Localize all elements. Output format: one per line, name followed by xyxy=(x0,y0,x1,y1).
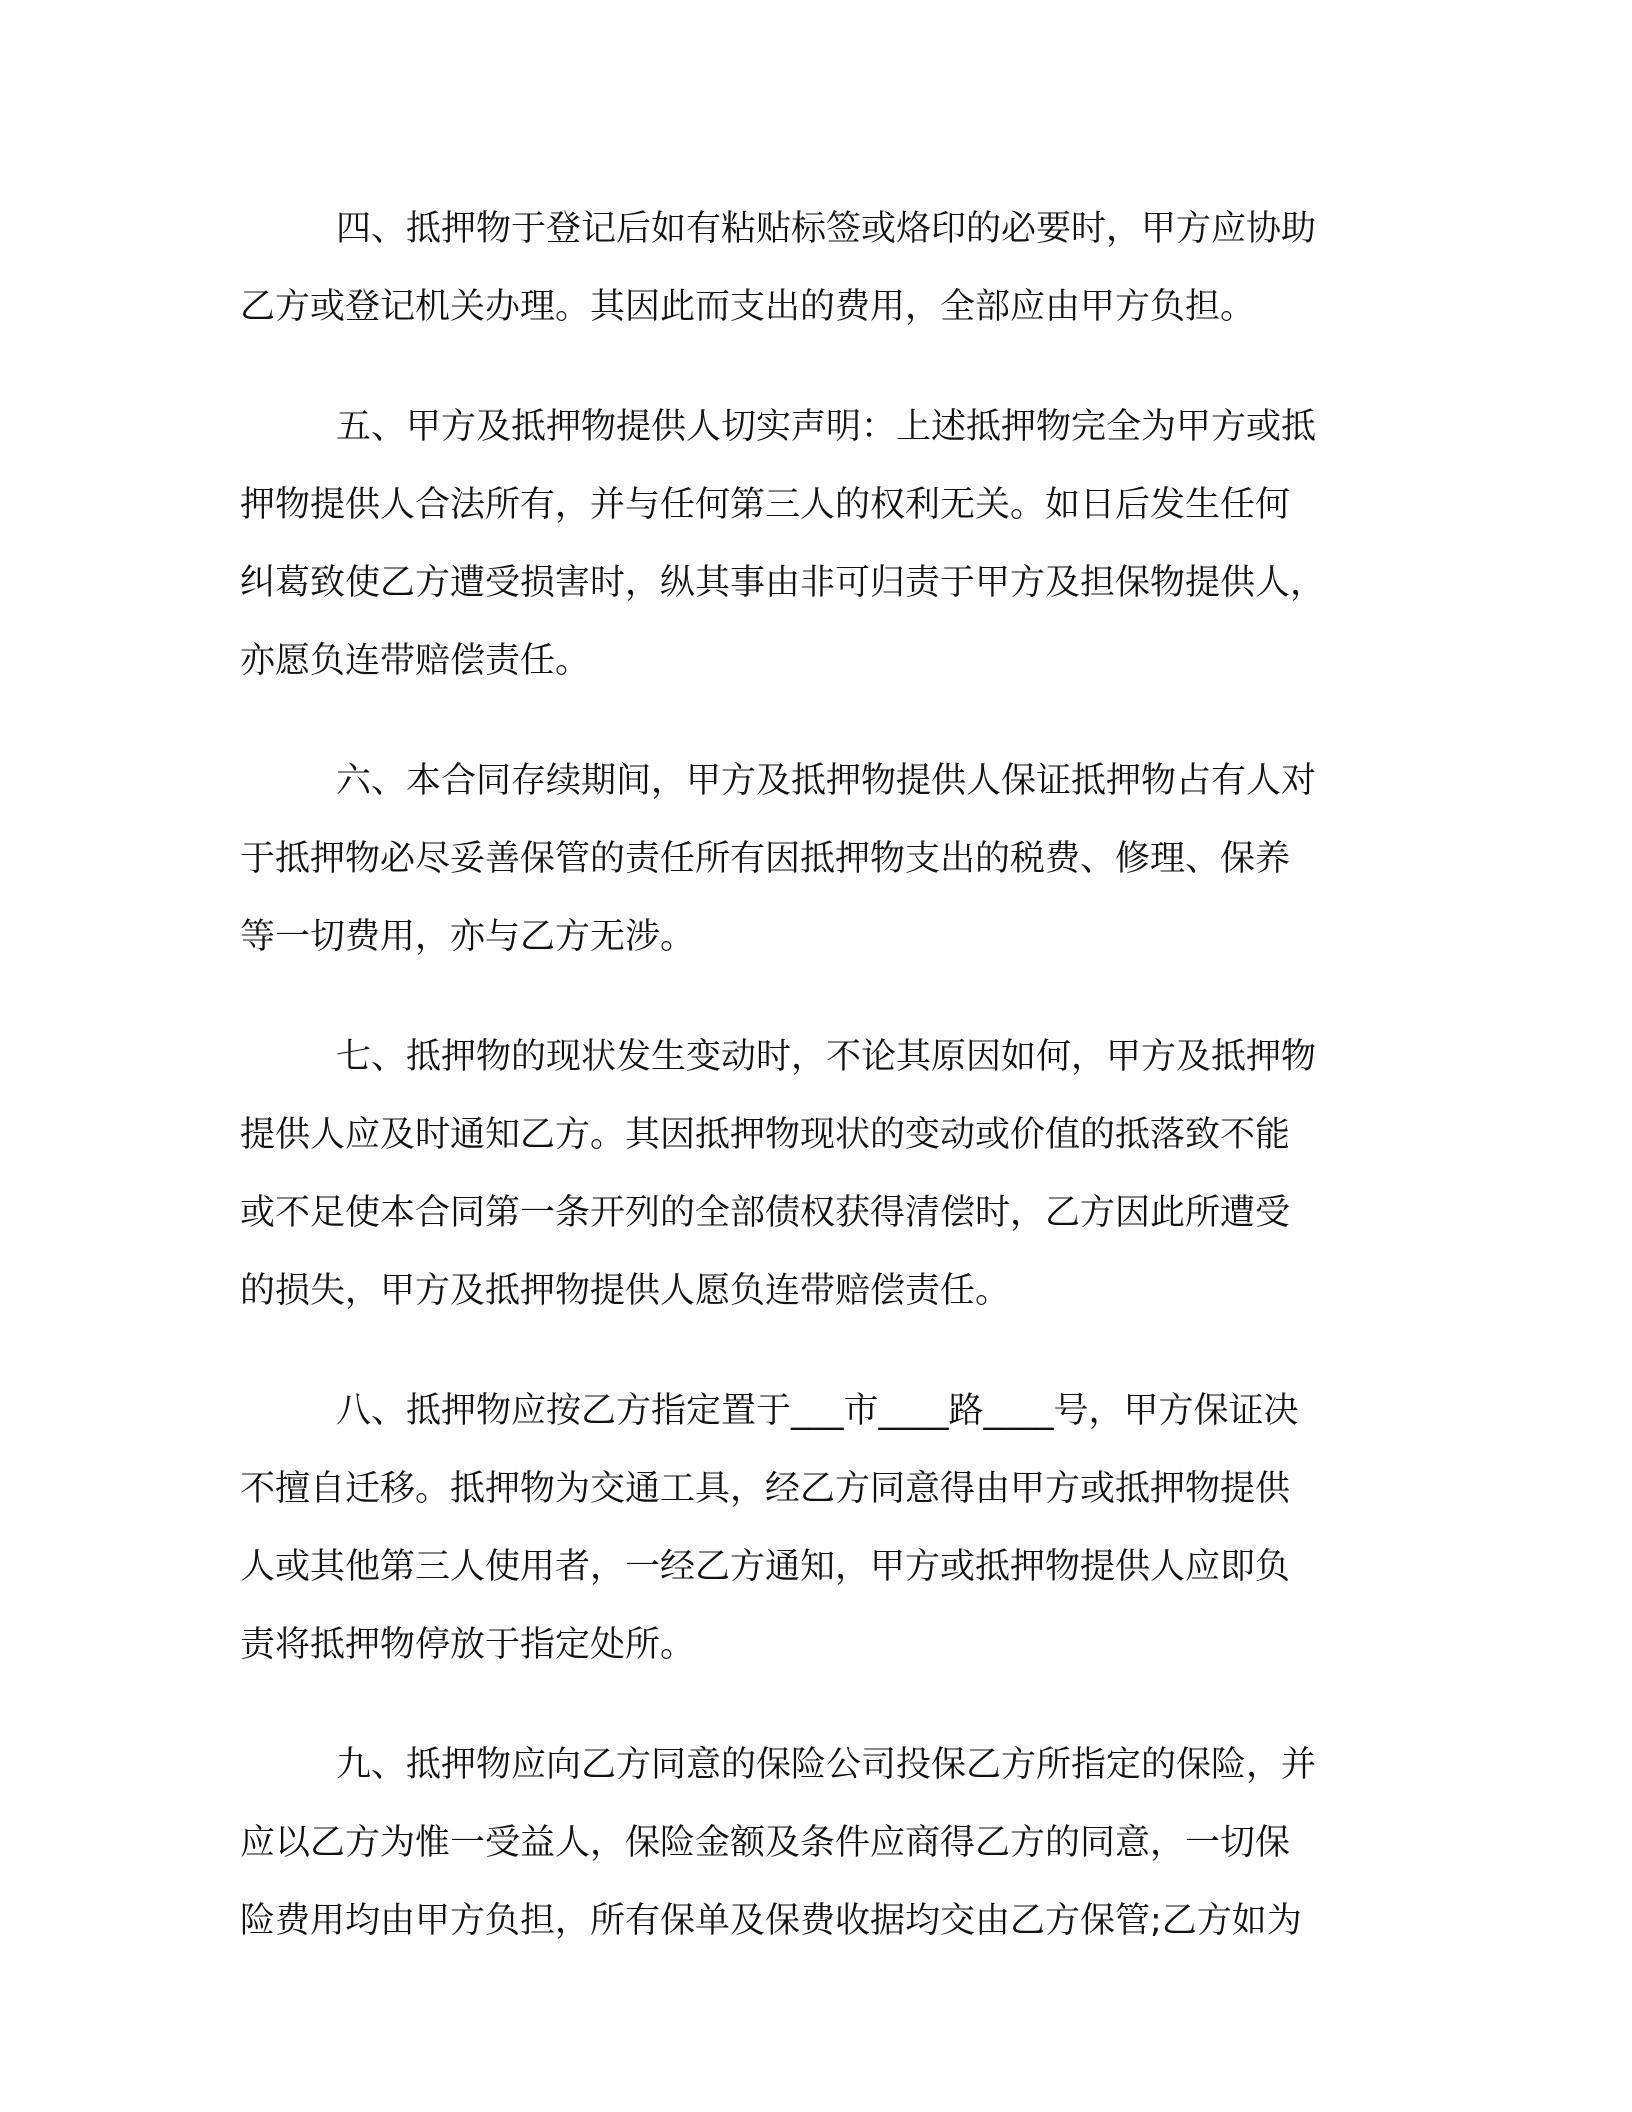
paragraph-line: 乙方或登记机关办理。其因此而支出的费用，全部应由甲方负担。 xyxy=(240,287,1256,327)
paragraph-gap xyxy=(240,1330,1380,1372)
clause-4-paragraph xyxy=(240,190,1380,346)
paragraph-line: 六、本合同存续期间，甲方及抵押物提供人保证抵押物占有人对 xyxy=(336,761,1317,801)
paragraph-gap xyxy=(240,700,1380,742)
paragraph-line: 五、甲方及抵押物提供人切实声明：上述抵押物完全为甲方或抵 xyxy=(336,407,1317,447)
clause-8-paragraph xyxy=(240,1372,1380,1684)
paragraph-gap xyxy=(240,976,1380,1018)
clause-9-paragraph xyxy=(240,1726,1380,1960)
paragraph-line: 险费用均由甲方负担，所有保单及保费收据均交由乙方保管;乙方如为 xyxy=(240,1901,1302,1941)
paragraph-line: 四、抵押物于登记后如有粘贴标签或烙印的必要时，甲方应协助 xyxy=(336,209,1317,249)
paragraph-line: 提供人应及时通知乙方。其因抵押物现状的变动或价值的抵落致不能 xyxy=(240,1115,1291,1155)
paragraph-gap xyxy=(240,346,1380,388)
paragraph-line: 于抵押物必尽妥善保管的责任所有因抵押物支出的税费、修理、保养 xyxy=(240,839,1291,879)
paragraph-line: 九、抵押物应向乙方同意的保险公司投保乙方所指定的保险，并 xyxy=(336,1745,1317,1785)
paragraph-line: 七、抵押物的现状发生变动时，不论其原因如何，甲方及抵押物 xyxy=(336,1037,1317,1077)
paragraph-line: 应以乙方为惟一受益人，保险金额及条件应商得乙方的同意，一切保 xyxy=(240,1823,1291,1863)
paragraph-line: 纠葛致使乙方遭受损害时，纵其事由非可归责于甲方及担保物提供人， xyxy=(240,563,1326,603)
clause-7-paragraph xyxy=(240,1018,1380,1330)
document-body xyxy=(240,190,1380,1960)
paragraph-line: 不擅自迁移。抵押物为交通工具，经乙方同意得由甲方或抵押物提供 xyxy=(240,1469,1291,1509)
paragraph-line: 押物提供人合法所有，并与任何第三人的权利无关。如日后发生任何 xyxy=(240,485,1291,525)
paragraph-line: 或不足使本合同第一条开列的全部债权获得清偿时，乙方因此所遭受 xyxy=(240,1193,1291,1233)
paragraph-line: 的损失，甲方及抵押物提供人愿负连带赔偿责任。 xyxy=(240,1271,1011,1311)
paragraph-line: 责将抵押物停放于指定处所。 xyxy=(240,1625,696,1665)
clause-5-paragraph xyxy=(240,388,1380,700)
paragraph-line: 等一切费用，亦与乙方无涉。 xyxy=(240,917,696,957)
clause-6-paragraph xyxy=(240,742,1380,976)
paragraph-gap xyxy=(240,1684,1380,1726)
paragraph-line: 八、抵押物应按乙方指定置于___市____路____号，甲方保证决 xyxy=(336,1391,1299,1431)
paragraph-line: 亦愿负连带赔偿责任。 xyxy=(240,641,591,681)
paragraph-line: 人或其他第三人使用者，一经乙方通知，甲方或抵押物提供人应即负 xyxy=(240,1547,1291,1587)
